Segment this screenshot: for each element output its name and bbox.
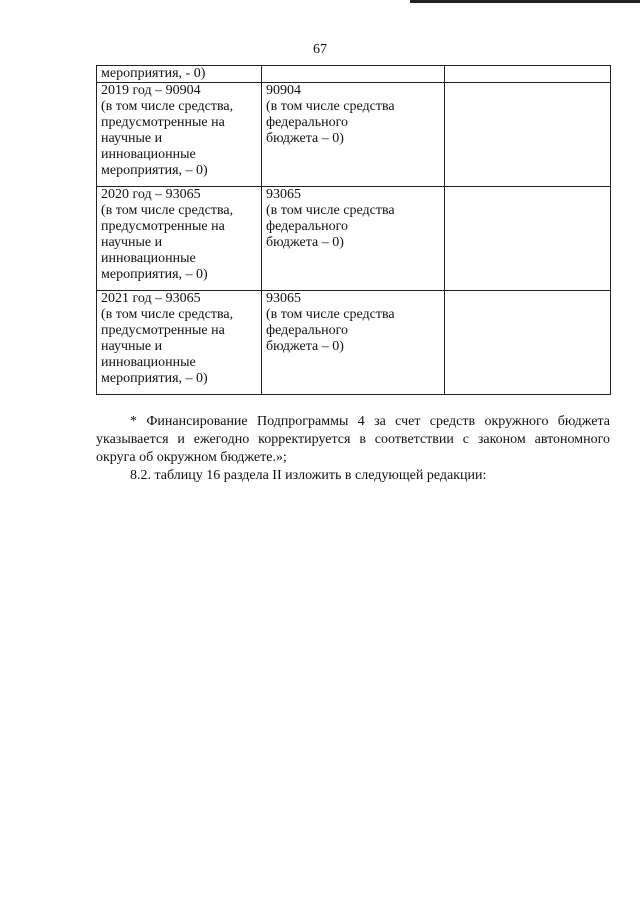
table-row	[97, 66, 611, 83]
table-cell	[262, 187, 445, 291]
table-cell	[97, 187, 262, 291]
table-row	[97, 187, 611, 291]
cell-text: 90904 (в том числе средства федерального бюджета – 0)	[266, 83, 395, 146]
scan-edge-mark	[410, 0, 640, 3]
table-row	[97, 83, 611, 187]
cell-text: 93065 (в том числе средства федерального бюджета – 0)	[266, 291, 395, 354]
cell-text: 2019 год – 90904 (в том числе средства, предусмотренные на научные и инновационные мероприятия, – 0)	[101, 83, 234, 178]
page-number: 67	[313, 42, 327, 57]
cell-text: 2020 год – 93065 (в том числе средства, предусмотренные на научные и инновационные мероприятия, – 0)	[101, 187, 234, 282]
table-cell	[262, 291, 445, 395]
table-cell	[445, 187, 611, 291]
cell-text: мероприятия, - 0)	[101, 66, 206, 81]
table-cell	[97, 83, 262, 187]
cell-text: 2021 год – 93065 (в том числе средства, предусмотренные на научные и инновационные мероприятия, – 0)	[101, 291, 234, 386]
table-row	[97, 291, 611, 395]
table-cell	[445, 66, 611, 83]
table-cell	[262, 66, 445, 83]
table-cell	[97, 66, 262, 83]
instruction-paragraph: 8.2. таблицу 16 раздела II изложить в следующей редакции:	[130, 468, 487, 483]
table-cell	[97, 291, 262, 395]
footnote-block	[96, 413, 610, 485]
cell-text: 93065 (в том числе средства федерального бюджета – 0)	[266, 187, 395, 250]
footnote-paragraph: * Финансирование Подпрограммы 4 за счет средств окружного бюджета указывается и ежегодно корректируется в соответствии с законом автономного округа об окружном бюджете.»;	[96, 414, 610, 465]
table-cell	[445, 291, 611, 395]
funding-table	[96, 65, 611, 395]
table-cell	[262, 83, 445, 187]
table-cell	[445, 83, 611, 187]
